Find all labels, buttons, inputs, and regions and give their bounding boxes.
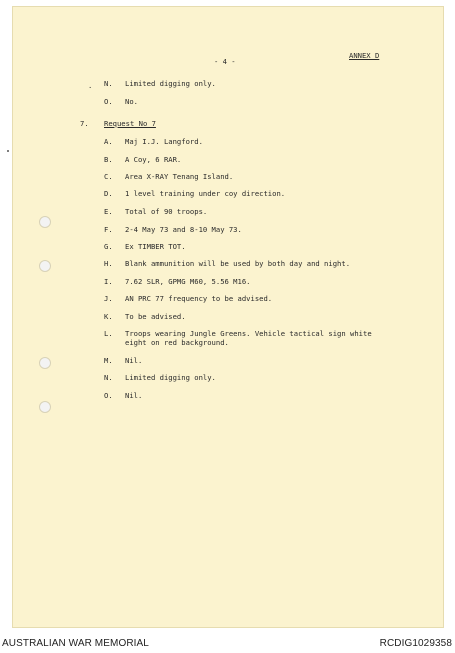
- footer-source: AUSTRALIAN WAR MEMORIAL: [2, 638, 149, 649]
- item-text: Nil.: [125, 391, 143, 400]
- request-number: 7.: [80, 119, 89, 128]
- item-letter: H.: [104, 259, 113, 268]
- punch-hole: [39, 401, 51, 413]
- item-letter: C.: [104, 172, 113, 181]
- punch-hole: [39, 216, 51, 228]
- item-letter: I.: [104, 277, 113, 286]
- punch-hole: [39, 260, 51, 272]
- item-text: 7.62 SLR, GPMG M60, 5.56 M16.: [125, 277, 251, 286]
- item-letter: D.: [104, 189, 113, 198]
- punch-hole: [39, 357, 51, 369]
- footer-identifier: RCDIG1029358: [379, 638, 452, 649]
- item-text: Limited digging only.: [125, 373, 216, 382]
- item-letter: J.: [104, 294, 113, 303]
- item-letter: G.: [104, 242, 113, 251]
- item-letter: F.: [104, 225, 113, 234]
- item-text: 1 level training under coy direction.: [125, 189, 286, 198]
- annex-label: ANNEX D: [349, 51, 380, 60]
- item-text: A Coy, 6 RAR.: [125, 155, 182, 164]
- item-text-continued: eight on red background.: [125, 338, 229, 347]
- item-letter: O.: [104, 97, 113, 106]
- document-page: [12, 6, 444, 628]
- page-number: - 4 -: [214, 57, 236, 66]
- list-bullet: .: [88, 81, 93, 90]
- item-text: Troops wearing Jungle Greens. Vehicle tactical sign white: [125, 329, 372, 338]
- item-text: Limited digging only.: [125, 79, 216, 88]
- item-letter: N.: [104, 373, 113, 382]
- item-text: No.: [125, 97, 138, 106]
- item-letter: B.: [104, 155, 113, 164]
- item-letter: N.: [104, 79, 113, 88]
- item-letter: L.: [104, 329, 113, 338]
- item-text: 2-4 May 73 and 8-10 May 73.: [125, 225, 242, 234]
- ink-speck: [7, 150, 9, 152]
- item-text: Ex TIMBER TOT.: [125, 242, 186, 251]
- item-letter: A.: [104, 137, 113, 146]
- item-text: Area X-RAY Tenang Island.: [125, 172, 234, 181]
- item-text: Nil.: [125, 356, 143, 365]
- item-text: To be advised.: [125, 312, 186, 321]
- item-letter: M.: [104, 356, 113, 365]
- item-text: Maj I.J. Langford.: [125, 137, 203, 146]
- request-heading: Request No 7: [104, 119, 156, 128]
- item-letter: O.: [104, 391, 113, 400]
- item-letter: K.: [104, 312, 113, 321]
- item-text: Blank ammunition will be used by both day and night.: [125, 259, 351, 268]
- item-letter: E.: [104, 207, 113, 216]
- item-text: AN PRC 77 frequency to be advised.: [125, 294, 273, 303]
- item-text: Total of 90 troops.: [125, 207, 208, 216]
